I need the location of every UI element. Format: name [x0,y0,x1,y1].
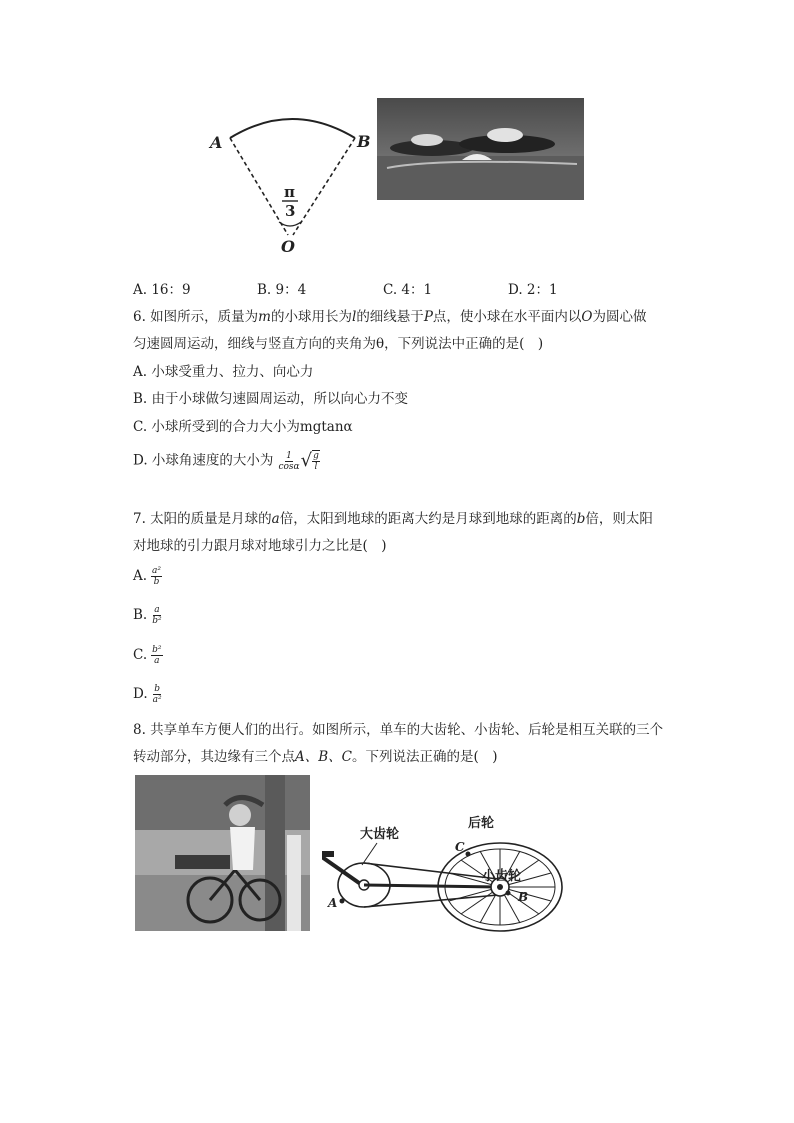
q7-option-d [133,684,163,705]
q7-a-num: a² [152,566,162,576]
q7-option-b-fraction [151,605,162,626]
q7-option-a [133,566,162,587]
chain-bottom [364,895,498,907]
hovercraft-photo [377,98,584,200]
label-o: O [281,237,295,256]
cyclist-image [135,775,310,931]
q6-text-d: 点，使小球在水平面内以 [432,309,582,325]
q7-option-b-label: B. [133,607,148,623]
angle-numerator: π [284,183,295,201]
q5-option-b: B. 9：4 [257,282,307,298]
q6-option-b: B. 由于小球做匀速圆周运动，所以向心力不变 [133,391,409,407]
label-big-gear: 大齿轮 [360,827,400,842]
q6-option-d [133,450,320,472]
label-small-gear: 小齿轮 [482,869,522,884]
q7-option-a-label: A. [133,568,148,584]
q7-option-a-fraction [151,566,162,587]
q7-a-den: b [153,577,160,587]
q7-option-b [133,605,163,626]
q6-text-e: 为圆心做 [592,309,647,325]
radius-ob [293,138,355,235]
var-b: b [576,511,586,527]
q6-text-c: 的细线悬于 [356,309,424,325]
q7-text-b: 倍，太阳到地球的距离大约是月球到地球的距离的 [279,511,577,527]
var-m: m [258,309,271,325]
sqrt-fraction [312,450,320,472]
q8-text-a: 转动部分，其边缘有三个点 [133,749,295,765]
arc-ab [230,119,355,138]
sector-diagram [205,110,380,260]
q5-option-a: A. 16：9 [133,282,191,298]
q7-option-d-fraction [152,684,163,705]
q7-b-num: a [154,605,160,615]
q8-text-b: 。下列说法正确的是( ) [352,749,498,765]
q7-b-den: b² [152,616,162,626]
angle-denominator: 3 [285,202,296,220]
sqrt-num: g [313,451,319,461]
q7-option-c-label: C. [133,647,148,663]
formula-fraction [277,451,300,472]
var-abc: A、B、C [295,749,352,765]
q6-option-a: A. 小球受重力、拉力、向心力 [133,364,314,380]
small-gear-hub [497,884,503,890]
q6-text-b: 的小球用长为 [270,309,352,325]
q7-option-d-label: D. [133,686,148,702]
q7-text-c: 倍，则太阳 [585,511,653,527]
label-c: C [455,840,465,854]
point-c [466,852,471,857]
var-o: O [581,309,593,325]
q5-option-c: C. 4：1 [383,282,433,298]
q7-option-c-fraction [151,645,162,666]
label-a: A [210,133,223,152]
formula-den: cosα [278,461,300,472]
q7-d-num: b [154,684,161,694]
q6-stem-line1 [133,307,646,327]
q7-c-num: b² [152,645,162,655]
pedal [322,851,334,857]
var-p: P [423,309,433,325]
var-l: l [351,309,357,325]
hovercraft-image [377,98,584,200]
sqrt-den: l [314,462,318,472]
q8-stem-line1: 8. 共享单车方便人们的出行。如图所示，单车的大齿轮、小齿轮、后轮是相互关联的三个 [133,722,664,738]
q6-text-a: 6. 如图所示，质量为 [133,309,259,325]
point-a [340,899,345,904]
q7-text-a: 7. 太阳的质量是月球的 [133,511,272,527]
q7-option-c [133,645,163,666]
label-b: B [518,890,529,904]
q6-stem-line2: 匀速圆周运动，细线与竖直方向的夹角为θ，下列说法中正确的是( ) [133,336,544,352]
cyclist-photo [135,775,310,931]
sqrt-sign: √ [300,450,313,471]
pedal-crank [322,857,362,885]
q7-stem-line1 [133,509,653,529]
label-a: A [328,896,338,910]
q8-stem-line2 [133,747,498,767]
q7-stem-line2: 对地球的引力跟月球对地球引力之比是( ) [133,538,387,554]
q6-option-c: C. 小球所受到的合力大小为mgtanα [133,419,353,435]
label-b: B [357,132,371,151]
point-b [506,891,511,896]
var-a: a [271,511,280,527]
q5-option-d: D. 2：1 [508,282,558,298]
q7-c-den: a [154,656,160,666]
formula-num: 1 [286,450,292,461]
q6-option-d-text: D. 小球角速度的大小为 [133,452,274,469]
big-gear-leader [362,843,377,865]
bike-gear-diagram [322,805,572,935]
label-rear-wheel: 后轮 [468,816,495,831]
radius-oa [230,138,288,235]
q7-d-den: a² [152,695,162,705]
